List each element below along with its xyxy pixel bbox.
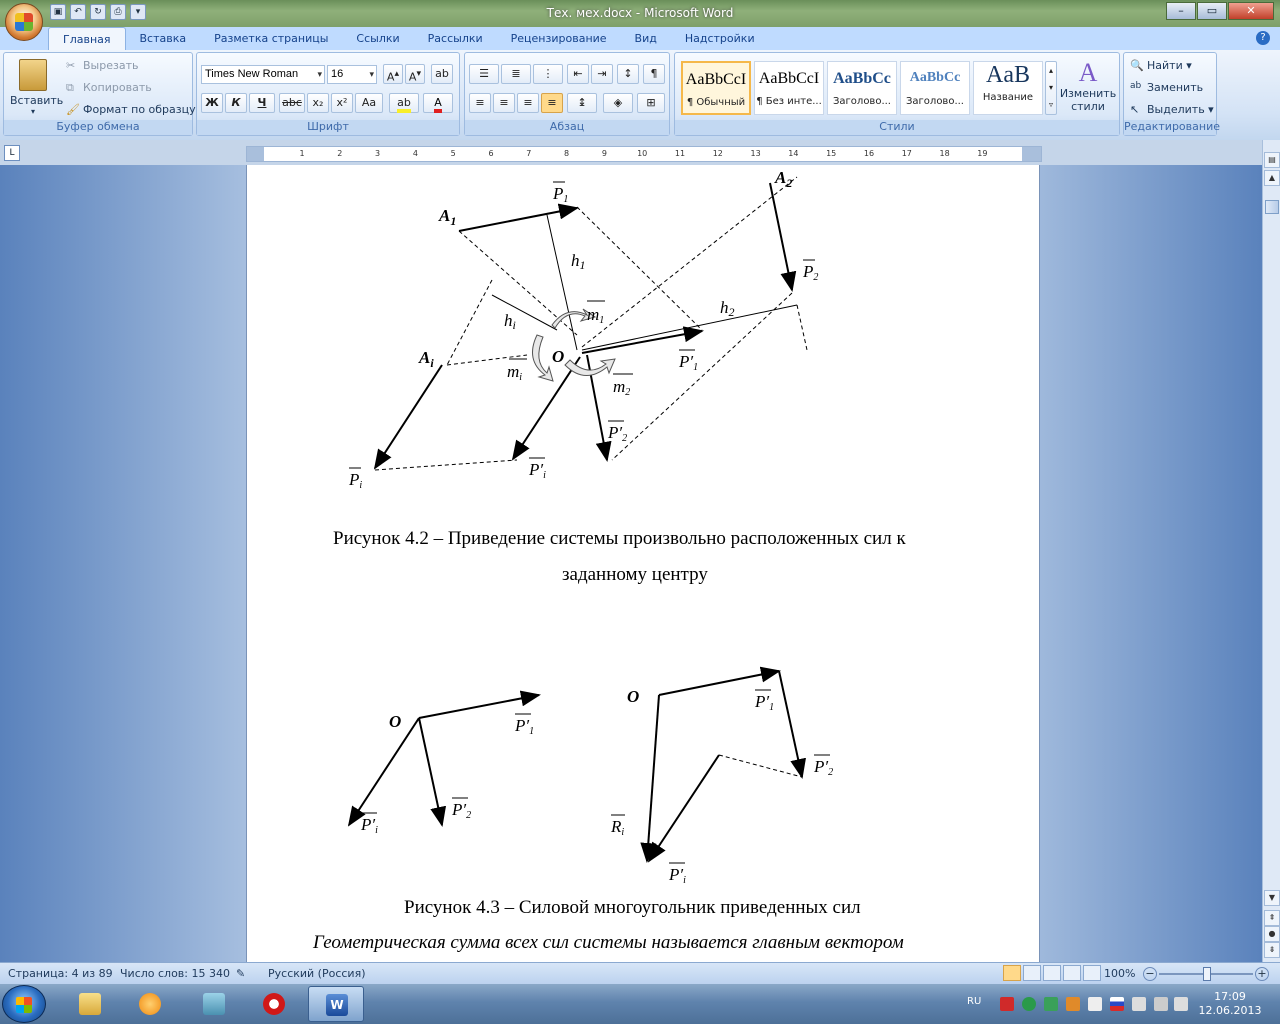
editing-group-label: Редактирование — [1124, 120, 1220, 133]
ruler-mark: 17 — [901, 149, 912, 158]
vector-P2 — [770, 183, 792, 290]
increase-indent-button[interactable]: ⇥ — [591, 64, 613, 84]
save-icon[interactable]: ▣ — [50, 4, 66, 20]
scroll-down-icon[interactable]: ▼ — [1264, 890, 1280, 906]
document-area — [0, 165, 1262, 962]
label-P1-prime: P′1 — [679, 352, 699, 373]
ruler-row — [0, 140, 1280, 165]
print-layout-view-icon[interactable] — [1003, 965, 1021, 981]
taskbar-explorer[interactable] — [62, 986, 118, 1022]
outline-view-icon[interactable] — [1063, 965, 1081, 981]
label-hi: hi — [504, 311, 516, 332]
folder-icon — [79, 993, 101, 1015]
bold-button[interactable]: Ж — [201, 93, 223, 113]
paragraph-group — [464, 52, 670, 136]
tray-icon-4[interactable] — [1066, 997, 1080, 1011]
word-icon: W — [326, 994, 348, 1016]
bullets-button[interactable]: ☰ — [469, 64, 499, 84]
label-h1: h1 — [571, 251, 586, 272]
minimize-button[interactable]: – — [1166, 2, 1196, 20]
ruler-mark: 4 — [412, 149, 418, 158]
ruler-mark: 11 — [674, 149, 686, 158]
customize-qat-icon[interactable]: ▾ — [130, 4, 146, 20]
caption-4-2-line2: заданному центру — [562, 564, 708, 585]
ribbon-tabs — [0, 27, 1280, 50]
align-left-button[interactable]: ≡ — [469, 93, 491, 113]
clipboard-group-label: Буфер обмена — [4, 120, 192, 135]
ruler-mark: 6 — [488, 149, 494, 158]
align-center-button[interactable]: ≡ — [493, 93, 515, 113]
next-page-icon[interactable]: ⇟ — [1264, 942, 1280, 958]
decrease-indent-button[interactable]: ⇤ — [567, 64, 589, 84]
change-styles-icon: A — [1078, 58, 1098, 87]
ruler-mark: 5 — [450, 149, 456, 158]
ruler-mark: 7 — [526, 149, 532, 158]
system-tray — [962, 984, 1280, 1024]
draft-view-icon[interactable] — [1083, 965, 1101, 981]
vector-P1 — [459, 208, 577, 231]
clock[interactable] — [1195, 990, 1265, 1018]
ruler-mark: 9 — [601, 149, 607, 158]
paragraph-group-label: Абзац — [465, 120, 669, 135]
replace-icon: ab — [1130, 81, 1142, 91]
body-paragraph: Геометрическая сумма всех сил системы называется главным вектором — [313, 932, 904, 953]
brush-icon: 🖌 — [66, 103, 80, 116]
office-button[interactable] — [5, 3, 43, 41]
italic-button[interactable]: К — [225, 93, 247, 113]
page-count[interactable]: Страница: 4 из 89 — [8, 967, 113, 980]
window-title: Тех. мех.docx - Microsoft Word — [546, 6, 734, 20]
styles-group-label: Стили — [675, 120, 1119, 135]
tab-references[interactable]: Ссылки — [356, 32, 400, 45]
caption-4-2-line1: Рисунок 4.2 – Приведение системы произвольно расположенных сил к — [333, 528, 906, 549]
tray-icon-2[interactable] — [1022, 997, 1036, 1011]
action-center-icon[interactable] — [1132, 997, 1146, 1011]
label-h2: h2 — [720, 298, 735, 319]
title-bar — [0, 0, 1280, 27]
tray-icon-1[interactable] — [1000, 997, 1014, 1011]
cursor-icon: ↖ — [1130, 103, 1140, 116]
multilevel-list-button[interactable]: ⋮ — [533, 64, 563, 84]
style-normal[interactable]: AaBbCcI ¶ Обычный — [681, 61, 751, 115]
label-mi: mi — [507, 362, 523, 383]
copy-icon: ⧉ — [66, 81, 74, 94]
clock-time: 17:09 — [1214, 990, 1246, 1003]
download-icon — [203, 993, 225, 1015]
paste-icon — [19, 59, 47, 91]
office-logo-icon — [15, 13, 33, 31]
zoom-slider[interactable] — [1143, 967, 1269, 981]
zoom-level[interactable]: 100% — [1104, 967, 1136, 980]
taskbar-app[interactable] — [186, 986, 242, 1022]
style-heading-1[interactable]: AaBbCc Заголово... — [827, 61, 897, 115]
tab-review[interactable]: Рецензирование — [510, 32, 607, 45]
highlighter-icon: ab — [397, 96, 411, 113]
clipboard-group — [3, 52, 196, 136]
tab-view[interactable]: Вид — [634, 32, 657, 45]
numbering-button[interactable]: ≣ — [501, 64, 531, 84]
ruler-mark: 19 — [977, 149, 988, 158]
fig2-label-O1: O — [389, 712, 402, 731]
style-title[interactable]: AaB Название — [973, 61, 1043, 115]
line-spacing-button[interactable]: ↨ — [567, 93, 597, 113]
align-right-button[interactable]: ≡ — [517, 93, 539, 113]
fig2-label-P2p-a: P′2 — [452, 800, 472, 821]
font-color-icon: A — [434, 96, 442, 113]
strikethrough-button[interactable]: abc — [279, 93, 305, 113]
tab-selector-icon[interactable]: L — [4, 145, 20, 161]
cut-button[interactable]: ✂ Вырезать — [66, 59, 139, 72]
clear-format-button[interactable]: ab — [431, 64, 453, 84]
ruler-mark: 15 — [826, 149, 837, 158]
ruler-mark: 8 — [564, 149, 570, 158]
scissors-icon: ✂ — [66, 59, 76, 72]
font-size-combo[interactable]: 16 ▾ — [327, 65, 377, 84]
grow-font-button[interactable]: A▴ — [383, 64, 403, 84]
quick-access-toolbar — [50, 4, 146, 22]
ruler-toggle-icon[interactable]: ▤ — [1264, 152, 1280, 168]
tab-mailings[interactable]: Рассылки — [427, 32, 483, 45]
copy-button[interactable]: ⧉ Копировать — [66, 81, 152, 94]
maximize-button[interactable]: ▭ — [1197, 2, 1227, 20]
find-button[interactable]: 🔍 Найти ▾ — [1130, 59, 1192, 72]
fig2-label-O2: O — [627, 687, 640, 706]
select-button[interactable]: ↖ Выделить ▾ — [1130, 103, 1214, 116]
undo-icon[interactable]: ↶ — [70, 4, 86, 20]
style-heading-2[interactable]: AaBbCc Заголово... — [900, 61, 970, 115]
label-P2: P2 — [803, 262, 819, 283]
underline-button[interactable]: Ч — [249, 93, 275, 113]
ruler-mark: 1 — [299, 149, 305, 158]
mail-at-icon — [139, 993, 161, 1015]
font-group — [196, 52, 460, 136]
label-P2-prime: P′2 — [608, 423, 628, 444]
help-icon[interactable]: ? — [1256, 31, 1270, 45]
label-m1: m1 — [587, 305, 605, 326]
zoom-in-icon[interactable]: + — [1255, 967, 1269, 981]
view-buttons — [1003, 965, 1101, 981]
browse-object-icon[interactable]: ● — [1264, 926, 1280, 942]
fig2-label-P1p-b: P′1 — [755, 692, 775, 713]
russian-flag-icon[interactable] — [1110, 997, 1124, 1011]
fig2-label-Pip-b: P′i — [669, 865, 686, 886]
clock-date: 12.06.2013 — [1198, 1004, 1262, 1017]
ruler-mark: 13 — [750, 149, 761, 158]
ruler-mark: 2 — [337, 149, 343, 158]
ribbon — [0, 50, 1280, 140]
taskbar — [0, 984, 1280, 1024]
label-m2: m2 — [613, 377, 631, 398]
word-count[interactable]: Число слов: 15 340 — [120, 967, 230, 980]
show-marks-button[interactable]: ¶ — [643, 64, 665, 84]
ruler-mark: 14 — [788, 149, 799, 158]
fig2-labels — [360, 687, 833, 886]
scroll-thumb[interactable] — [1265, 200, 1279, 214]
taskbar-word[interactable] — [308, 986, 364, 1022]
tab-home[interactable]: Главная — [48, 27, 126, 50]
subscript-button[interactable]: x₂ — [307, 93, 329, 113]
web-layout-view-icon[interactable] — [1043, 965, 1061, 981]
styles-scroll[interactable]: ▴ ▾ ▿ — [1045, 61, 1057, 115]
prev-page-icon[interactable]: ⇞ — [1264, 910, 1280, 926]
font-name-combo[interactable]: Times New Roman ▾ — [201, 65, 325, 84]
fig2-label-Pip-a: P′i — [361, 815, 378, 836]
horizontal-ruler[interactable] — [246, 146, 1042, 162]
fig2-label-P1p-a: P′1 — [515, 716, 535, 737]
label-Ai: $A_i$ — [419, 348, 434, 370]
fig1-force-vectors — [375, 183, 792, 468]
opera-icon — [263, 993, 285, 1015]
caption-4-3: Рисунок 4.3 – Силовой многоугольник приведенных сил — [404, 897, 861, 918]
style-no-spacing[interactable]: AaBbCcI ¶ Без инте... — [754, 61, 824, 115]
ruler-mark: 16 — [863, 149, 875, 158]
status-bar — [0, 962, 1280, 984]
label-A2: $A_2$ — [775, 168, 793, 190]
fig2-label-P2p-b: P′2 — [814, 757, 834, 778]
ruler-mark: 12 — [712, 149, 723, 158]
binoculars-icon: 🔍 — [1130, 59, 1144, 72]
close-button[interactable]: ✕ — [1228, 2, 1274, 20]
sort-button[interactable]: ↕ — [617, 64, 639, 84]
language-status[interactable]: Русский (Россия) — [268, 967, 366, 980]
label-O: O — [552, 347, 565, 366]
full-screen-view-icon[interactable] — [1023, 965, 1041, 981]
volume-icon[interactable] — [1174, 997, 1188, 1011]
label-Pi-prime: P′i — [529, 460, 546, 481]
font-group-label: Шрифт — [197, 120, 459, 135]
highlight-button[interactable] — [389, 93, 419, 113]
start-button[interactable] — [2, 985, 46, 1023]
borders-button[interactable]: ⊞ — [637, 93, 665, 113]
taskbar-mail-agent[interactable] — [122, 986, 178, 1022]
tab-addins[interactable]: Надстройки — [684, 32, 755, 45]
tab-page-layout[interactable]: Разметка страницы — [214, 32, 329, 45]
label-P1: P1 — [553, 184, 569, 205]
proofing-icon[interactable]: ✎ — [236, 967, 246, 980]
superscript-button[interactable]: x² — [331, 93, 353, 113]
tab-insert[interactable]: Вставка — [139, 32, 187, 45]
keyboard-language[interactable]: RU — [967, 996, 982, 1007]
redo-icon[interactable]: ↻ — [90, 4, 106, 20]
editing-group — [1123, 52, 1220, 136]
ruler-mark: 3 — [375, 149, 381, 158]
page[interactable] — [246, 165, 1040, 962]
label-A1: $A_1$ — [439, 206, 457, 228]
change-case-button[interactable]: Aa — [355, 93, 383, 113]
taskbar-opera[interactable] — [246, 986, 302, 1022]
justify-button[interactable]: ≡ — [541, 93, 563, 113]
replace-button[interactable]: ab Заменить — [1130, 81, 1204, 94]
zoom-knob[interactable] — [1203, 967, 1211, 981]
fig1-thin-lines — [492, 215, 797, 350]
scroll-up-icon[interactable]: ▲ — [1264, 170, 1280, 186]
shading-button[interactable]: ◈ — [603, 93, 633, 113]
tray-icon-3[interactable] — [1044, 997, 1058, 1011]
label-Pi: Pi — [349, 470, 363, 491]
shrink-font-button[interactable]: A▾ — [405, 64, 425, 84]
tray-icon-5[interactable] — [1088, 997, 1102, 1011]
zoom-out-icon[interactable]: − — [1143, 967, 1157, 981]
print-icon[interactable]: ⎙ — [110, 4, 126, 20]
network-icon[interactable] — [1154, 997, 1168, 1011]
ruler-mark: 18 — [939, 149, 950, 158]
font-color-button[interactable] — [423, 93, 453, 113]
styles-group — [674, 52, 1120, 136]
format-painter-button[interactable]: 🖌 Формат по образцу — [66, 103, 196, 116]
windows-logo-icon — [16, 997, 32, 1013]
change-styles-button[interactable]: A Изменить стили — [1059, 58, 1117, 113]
figure-4-3 — [349, 671, 802, 861]
window-controls — [1165, 2, 1274, 20]
ruler-mark: 10 — [637, 149, 648, 158]
vertical-scrollbar[interactable] — [1262, 140, 1280, 962]
vector-Pi — [375, 365, 442, 468]
paste-button[interactable]: Вставить ▾ — [10, 59, 56, 116]
fig2-label-R: Ri — [611, 817, 625, 838]
